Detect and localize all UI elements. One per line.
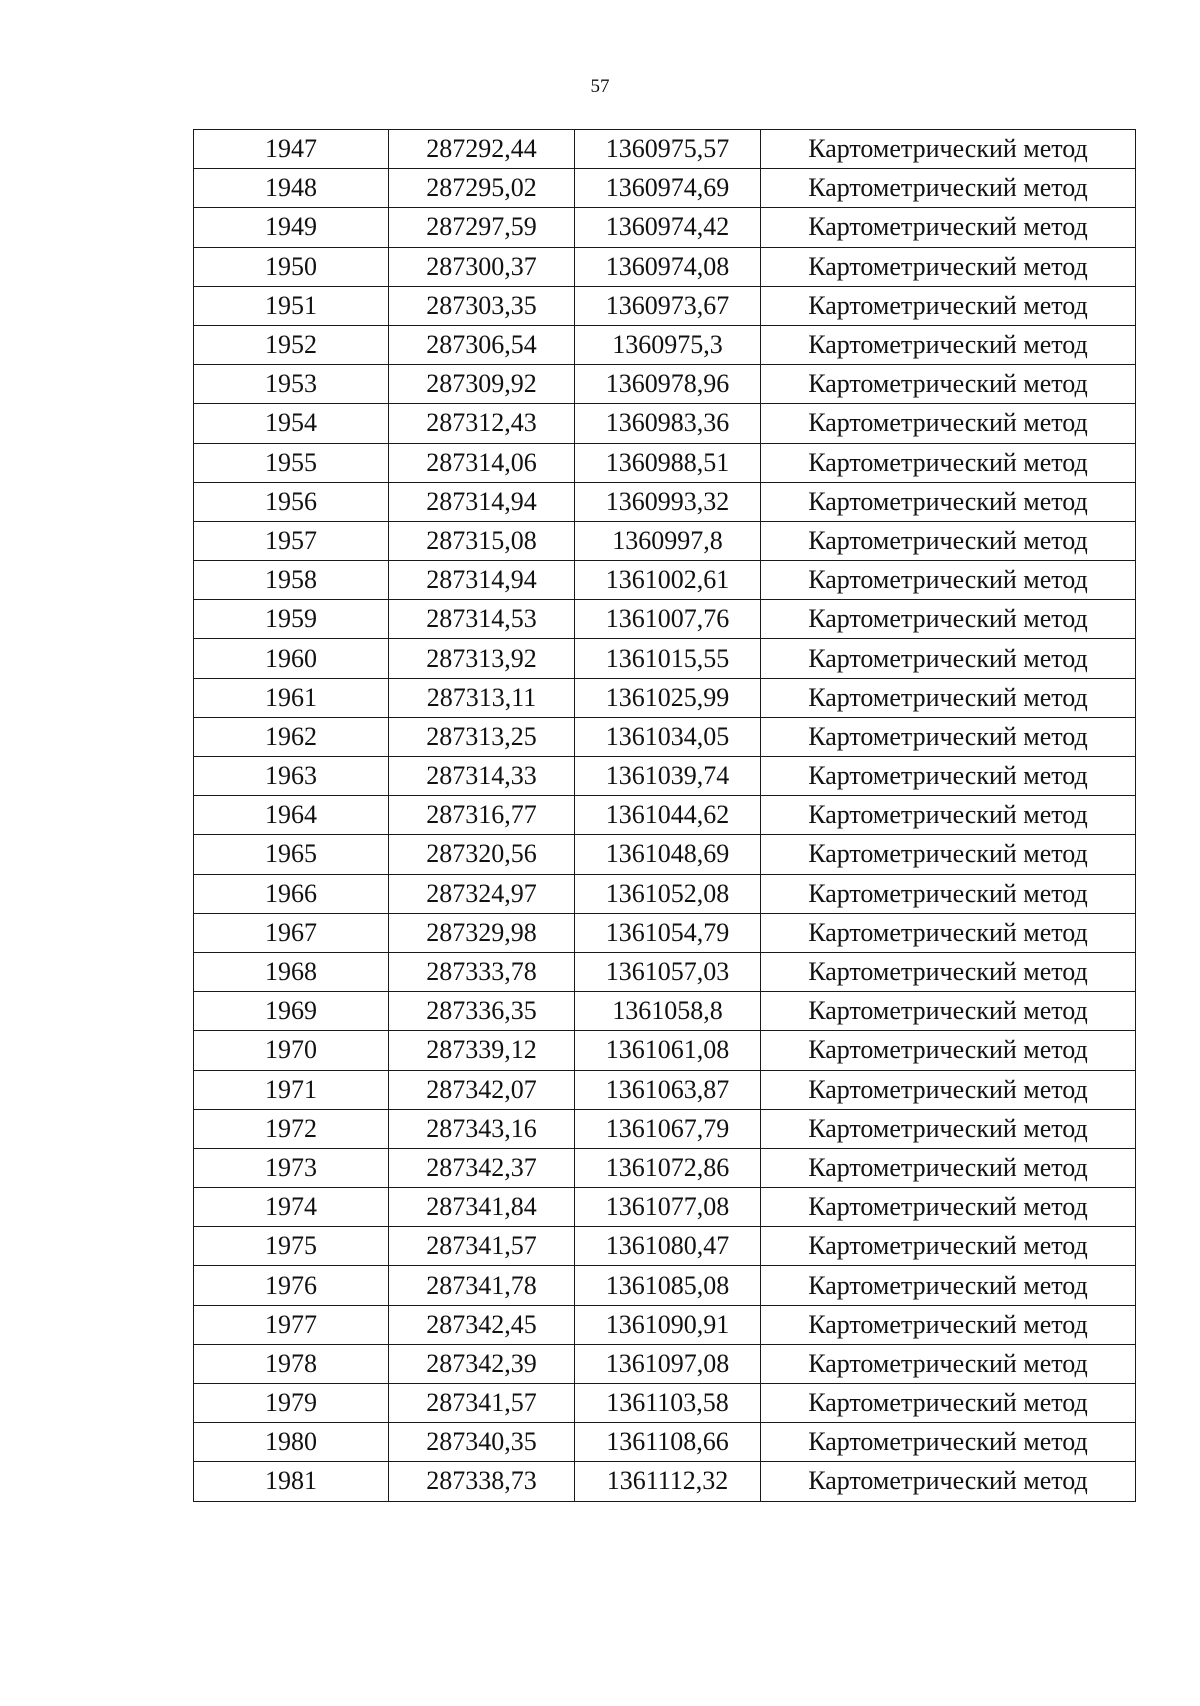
method-cell: Картометрический метод <box>761 639 1136 678</box>
method-cell: Картометрический метод <box>761 1148 1136 1187</box>
point-number-cell: 1966 <box>194 874 389 913</box>
y-coordinate-cell: 1361108,66 <box>575 1423 761 1462</box>
point-number-cell: 1961 <box>194 678 389 717</box>
method-cell: Картометрический метод <box>761 952 1136 991</box>
x-coordinate-cell: 287341,84 <box>389 1188 575 1227</box>
table-row <box>194 796 1136 835</box>
x-coordinate-cell: 287341,78 <box>389 1266 575 1305</box>
x-coordinate-cell: 287343,16 <box>389 1109 575 1148</box>
method-cell: Картометрический метод <box>761 1070 1136 1109</box>
table-row <box>194 1148 1136 1187</box>
y-coordinate-cell: 1361112,32 <box>575 1462 761 1501</box>
x-coordinate-cell: 287341,57 <box>389 1227 575 1266</box>
method-cell: Картометрический метод <box>761 561 1136 600</box>
method-cell: Картометрический метод <box>761 1266 1136 1305</box>
y-coordinate-cell: 1361015,55 <box>575 639 761 678</box>
table-row <box>194 482 1136 521</box>
method-cell: Картометрический метод <box>761 325 1136 364</box>
table-row <box>194 874 1136 913</box>
point-number-cell: 1969 <box>194 992 389 1031</box>
method-cell: Картометрический метод <box>761 443 1136 482</box>
table-row <box>194 286 1136 325</box>
table-row <box>194 1188 1136 1227</box>
method-cell: Картометрический метод <box>761 717 1136 756</box>
point-number-cell: 1971 <box>194 1070 389 1109</box>
y-coordinate-cell: 1361039,74 <box>575 757 761 796</box>
point-number-cell: 1973 <box>194 1148 389 1187</box>
y-coordinate-cell: 1360973,67 <box>575 286 761 325</box>
table-row <box>194 325 1136 364</box>
table-body <box>194 130 1136 1502</box>
table-row <box>194 913 1136 952</box>
method-cell: Картометрический метод <box>761 482 1136 521</box>
point-number-cell: 1954 <box>194 404 389 443</box>
point-number-cell: 1964 <box>194 796 389 835</box>
point-number-cell: 1950 <box>194 247 389 286</box>
method-cell: Картометрический метод <box>761 247 1136 286</box>
y-coordinate-cell: 1361072,86 <box>575 1148 761 1187</box>
x-coordinate-cell: 287339,12 <box>389 1031 575 1070</box>
table-row <box>194 365 1136 404</box>
table-row <box>194 1070 1136 1109</box>
point-number-cell: 1975 <box>194 1227 389 1266</box>
y-coordinate-cell: 1361067,79 <box>575 1109 761 1148</box>
y-coordinate-cell: 1360974,69 <box>575 169 761 208</box>
x-coordinate-cell: 287338,73 <box>389 1462 575 1501</box>
method-cell: Картометрический метод <box>761 874 1136 913</box>
x-coordinate-cell: 287300,37 <box>389 247 575 286</box>
y-coordinate-cell: 1360988,51 <box>575 443 761 482</box>
x-coordinate-cell: 287314,94 <box>389 482 575 521</box>
point-number-cell: 1947 <box>194 130 389 169</box>
table-row <box>194 404 1136 443</box>
point-number-cell: 1980 <box>194 1423 389 1462</box>
x-coordinate-cell: 287297,59 <box>389 208 575 247</box>
point-number-cell: 1976 <box>194 1266 389 1305</box>
x-coordinate-cell: 287295,02 <box>389 169 575 208</box>
point-number-cell: 1970 <box>194 1031 389 1070</box>
method-cell: Картометрический метод <box>761 1384 1136 1423</box>
x-coordinate-cell: 287333,78 <box>389 952 575 991</box>
x-coordinate-cell: 287309,92 <box>389 365 575 404</box>
point-number-cell: 1981 <box>194 1462 389 1501</box>
x-coordinate-cell: 287314,33 <box>389 757 575 796</box>
method-cell: Картометрический метод <box>761 1423 1136 1462</box>
table-row <box>194 130 1136 169</box>
method-cell: Картометрический метод <box>761 404 1136 443</box>
x-coordinate-cell: 287313,25 <box>389 717 575 756</box>
method-cell: Картометрический метод <box>761 1305 1136 1344</box>
x-coordinate-cell: 287314,94 <box>389 561 575 600</box>
x-coordinate-cell: 287342,45 <box>389 1305 575 1344</box>
table-row <box>194 443 1136 482</box>
point-number-cell: 1968 <box>194 952 389 991</box>
y-coordinate-cell: 1361097,08 <box>575 1344 761 1383</box>
method-cell: Картометрический метод <box>761 286 1136 325</box>
y-coordinate-cell: 1360975,3 <box>575 325 761 364</box>
table-row <box>194 1227 1136 1266</box>
y-coordinate-cell: 1361048,69 <box>575 835 761 874</box>
method-cell: Картометрический метод <box>761 1462 1136 1501</box>
method-cell: Картометрический метод <box>761 521 1136 560</box>
y-coordinate-cell: 1361052,08 <box>575 874 761 913</box>
method-cell: Картометрический метод <box>761 1344 1136 1383</box>
x-coordinate-cell: 287314,06 <box>389 443 575 482</box>
point-number-cell: 1955 <box>194 443 389 482</box>
table-row <box>194 600 1136 639</box>
point-number-cell: 1951 <box>194 286 389 325</box>
x-coordinate-cell: 287306,54 <box>389 325 575 364</box>
y-coordinate-cell: 1360997,8 <box>575 521 761 560</box>
method-cell: Картометрический метод <box>761 678 1136 717</box>
y-coordinate-cell: 1361054,79 <box>575 913 761 952</box>
x-coordinate-cell: 287324,97 <box>389 874 575 913</box>
method-cell: Картометрический метод <box>761 130 1136 169</box>
x-coordinate-cell: 287312,43 <box>389 404 575 443</box>
y-coordinate-cell: 1360983,36 <box>575 404 761 443</box>
method-cell: Картометрический метод <box>761 208 1136 247</box>
x-coordinate-cell: 287314,53 <box>389 600 575 639</box>
y-coordinate-cell: 1360975,57 <box>575 130 761 169</box>
x-coordinate-cell: 287340,35 <box>389 1423 575 1462</box>
method-cell: Картометрический метод <box>761 365 1136 404</box>
x-coordinate-cell: 287342,37 <box>389 1148 575 1187</box>
y-coordinate-cell: 1361057,03 <box>575 952 761 991</box>
y-coordinate-cell: 1360993,32 <box>575 482 761 521</box>
y-coordinate-cell: 1361002,61 <box>575 561 761 600</box>
y-coordinate-cell: 1361103,58 <box>575 1384 761 1423</box>
table-row <box>194 639 1136 678</box>
table-row <box>194 1031 1136 1070</box>
x-coordinate-cell: 287303,35 <box>389 286 575 325</box>
y-coordinate-cell: 1361044,62 <box>575 796 761 835</box>
page-number: 57 <box>590 76 610 97</box>
point-number-cell: 1978 <box>194 1344 389 1383</box>
y-coordinate-cell: 1361061,08 <box>575 1031 761 1070</box>
point-number-cell: 1965 <box>194 835 389 874</box>
point-number-cell: 1958 <box>194 561 389 600</box>
y-coordinate-cell: 1360978,96 <box>575 365 761 404</box>
table-row <box>194 1384 1136 1423</box>
table-row <box>194 717 1136 756</box>
table-row <box>194 992 1136 1031</box>
y-coordinate-cell: 1361025,99 <box>575 678 761 717</box>
method-cell: Картометрический метод <box>761 1109 1136 1148</box>
x-coordinate-cell: 287315,08 <box>389 521 575 560</box>
coordinates-table <box>193 129 1136 1502</box>
y-coordinate-cell: 1361080,47 <box>575 1227 761 1266</box>
x-coordinate-cell: 287313,92 <box>389 639 575 678</box>
point-number-cell: 1956 <box>194 482 389 521</box>
method-cell: Картометрический метод <box>761 913 1136 952</box>
y-coordinate-cell: 1361063,87 <box>575 1070 761 1109</box>
point-number-cell: 1967 <box>194 913 389 952</box>
y-coordinate-cell: 1360974,08 <box>575 247 761 286</box>
point-number-cell: 1974 <box>194 1188 389 1227</box>
table-row <box>194 521 1136 560</box>
table-row <box>194 1266 1136 1305</box>
method-cell: Картометрический метод <box>761 1227 1136 1266</box>
table-row <box>194 1423 1136 1462</box>
x-coordinate-cell: 287341,57 <box>389 1384 575 1423</box>
table-row <box>194 1305 1136 1344</box>
table-row <box>194 1462 1136 1501</box>
table-row <box>194 757 1136 796</box>
point-number-cell: 1977 <box>194 1305 389 1344</box>
y-coordinate-cell: 1361085,08 <box>575 1266 761 1305</box>
x-coordinate-cell: 287292,44 <box>389 130 575 169</box>
x-coordinate-cell: 287342,07 <box>389 1070 575 1109</box>
x-coordinate-cell: 287342,39 <box>389 1344 575 1383</box>
y-coordinate-cell: 1361077,08 <box>575 1188 761 1227</box>
method-cell: Картометрический метод <box>761 992 1136 1031</box>
point-number-cell: 1960 <box>194 639 389 678</box>
point-number-cell: 1949 <box>194 208 389 247</box>
point-number-cell: 1959 <box>194 600 389 639</box>
table-row <box>194 247 1136 286</box>
point-number-cell: 1979 <box>194 1384 389 1423</box>
method-cell: Картометрический метод <box>761 600 1136 639</box>
point-number-cell: 1972 <box>194 1109 389 1148</box>
method-cell: Картометрический метод <box>761 835 1136 874</box>
point-number-cell: 1948 <box>194 169 389 208</box>
x-coordinate-cell: 287313,11 <box>389 678 575 717</box>
method-cell: Картометрический метод <box>761 1188 1136 1227</box>
point-number-cell: 1957 <box>194 521 389 560</box>
table-row <box>194 561 1136 600</box>
table-row <box>194 835 1136 874</box>
point-number-cell: 1953 <box>194 365 389 404</box>
point-number-cell: 1963 <box>194 757 389 796</box>
table-row <box>194 678 1136 717</box>
method-cell: Картометрический метод <box>761 796 1136 835</box>
y-coordinate-cell: 1361090,91 <box>575 1305 761 1344</box>
y-coordinate-cell: 1361058,8 <box>575 992 761 1031</box>
method-cell: Картометрический метод <box>761 1031 1136 1070</box>
y-coordinate-cell: 1361007,76 <box>575 600 761 639</box>
table-row <box>194 952 1136 991</box>
y-coordinate-cell: 1361034,05 <box>575 717 761 756</box>
x-coordinate-cell: 287320,56 <box>389 835 575 874</box>
x-coordinate-cell: 287316,77 <box>389 796 575 835</box>
x-coordinate-cell: 287336,35 <box>389 992 575 1031</box>
table-row <box>194 1109 1136 1148</box>
y-coordinate-cell: 1360974,42 <box>575 208 761 247</box>
method-cell: Картометрический метод <box>761 169 1136 208</box>
method-cell: Картометрический метод <box>761 757 1136 796</box>
x-coordinate-cell: 287329,98 <box>389 913 575 952</box>
point-number-cell: 1952 <box>194 325 389 364</box>
table-row <box>194 169 1136 208</box>
table-row <box>194 208 1136 247</box>
table-row <box>194 1344 1136 1383</box>
point-number-cell: 1962 <box>194 717 389 756</box>
